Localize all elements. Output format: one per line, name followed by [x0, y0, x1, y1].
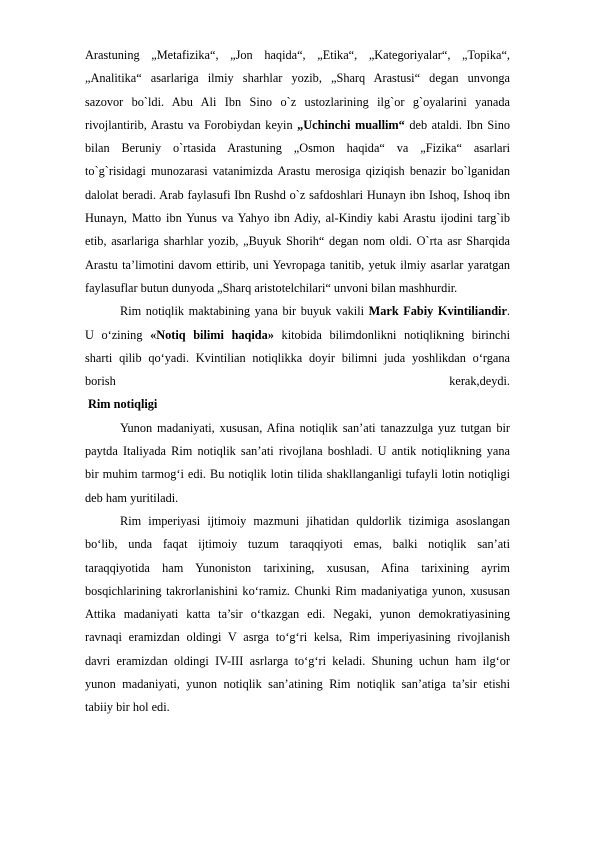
text-line: rivojlantirib, Arastu va Forobiydan keyin „Uchinchi muallim“ deb ataldi. Ibn Sino — [85, 117, 510, 132]
text-line: sharti qilib qo‘yadi. Kvintilian notiqlikka doyir bilimni juda yoshlikdan o‘rgana — [85, 350, 510, 365]
text-line: bo‘lib, unda faqat ijtimoiy tuzum taraqqiyoti emas, balki notiqlik san’ati — [85, 537, 510, 552]
text-line: Rim notiqlik maktabining yana bir buyuk vakili Mark Fabiy Kvintiliandir. — [120, 304, 510, 319]
text-line: davri eramizdan oldingi IV-III asrlarga to‘g‘ri keladi. Shuning uchun ham ilg‘or — [85, 653, 510, 668]
text-line: bir muhim tarmog‘i edi. Bu notiqlik lotin tilida shakllanganligi tufayli lotin notiqligi — [85, 467, 510, 482]
paragraph-quintilian — [85, 300, 510, 393]
text-line: faylasuflar butun dunyoda „Sharq aristotelchilari“ unvoni bilan mashhurdir. — [85, 280, 458, 295]
text-line: Hunayn, Matto ibn Yunus va Yahyo ibn Adiy, al-Kindiy kabi Arastu ijodini targ`ib — [85, 211, 510, 226]
paragraph-aristotle-legacy — [85, 44, 510, 300]
text-line: bosqichlarining takrorlanishini ko‘ramiz. Chunki Rim madaniyatiga yunon, xususan — [85, 583, 510, 598]
bold-term: „Uchinchi muallim“ — [297, 117, 405, 132]
document-page — [85, 44, 510, 720]
text-line: bilan Beruniy o`rtasida Arastuning „Osmon haqida“ va „Fizika“ asarlari — [85, 141, 510, 156]
text-line: etib, asarlariga sharhlar yozib, „Buyuk Shorih“ degan nom oldi. O`rta asr Sharqida — [85, 234, 510, 249]
paragraph-roman-empire — [85, 510, 510, 720]
bold-term: Mark Fabiy Kvintiliandir — [368, 304, 507, 319]
text-line: sazovor bo`ldi. Abu Ali Ibn Sino o`z ustozlarining ilg`or g`oyalarini yanada — [85, 94, 510, 109]
text-line: Arastuning „Metafizika“, „Jon haqida“, „Etika“, „Kategoriyalar“, „Topika“, — [85, 48, 510, 62]
text-line: Yunon madaniyati, xususan, Afina notiqlik san’ati tanazzulga yuz tutgan bir — [120, 420, 510, 435]
text-line: yunon madaniyati, yunon notiqlik san’atining Rim notiqlik san’atiga ta’sir etishi — [85, 677, 510, 692]
section-heading: Rim notiqligi — [88, 397, 158, 412]
text-line: taraqqiyotida ham Yunoniston tarixining, xususan, Afina tarixining ayrim — [85, 560, 510, 575]
text-line: to`g`risidagi munozarasi vatanimizda Arastu merosiga qiziqish benazir bo`lganidan — [85, 164, 510, 179]
paragraph-roman-oratory-intro — [85, 417, 510, 510]
text-line: „Analitika“ asarlariga ilmiy sharhlar yozib, „Sharq Arastusi“ degan unvonga — [85, 71, 510, 86]
text-line: ravnaqi eramizdan oldingi V asrga to‘g‘ri kelsa, Rim imperiyasining rivojlanish — [85, 630, 510, 645]
text-line: Arastu ta’limotini davom ettirib, uni Yevropaga tanitib, yetuk ilmiy asarlar yaratgan — [85, 257, 510, 272]
bold-term: «Notiq bilimi haqida» — [150, 327, 274, 342]
text-line: tabiiy bir hol edi. — [85, 700, 170, 715]
text-line: Rim imperiyasi ijtimoiy mazmuni jihatidan quldorlik tizimiga asoslangan — [120, 513, 510, 528]
text-line: deb ham yuritiladi. — [85, 490, 179, 505]
text-line: paytda Italiyada Rim notiqlik san’ati rivojlana boshladi. U antik notiqlikning yana — [85, 444, 510, 459]
text-line: U o‘zining «Notiq bilimi haqida» kitobida bilimdonlikni notiqlikning birinchi — [85, 327, 510, 342]
text-line: borish kerak,deydi. — [85, 374, 510, 389]
text-line: Attika madaniyati katta ta’sir o‘tkazgan edi. Negaki, yunon demokratiyasining — [85, 607, 510, 622]
text-line: dalolat beradi. Arab faylasufi Ibn Rushd o`z safdoshlari Hunayn ibn Ishoq, Ishoq ibn — [85, 187, 510, 202]
